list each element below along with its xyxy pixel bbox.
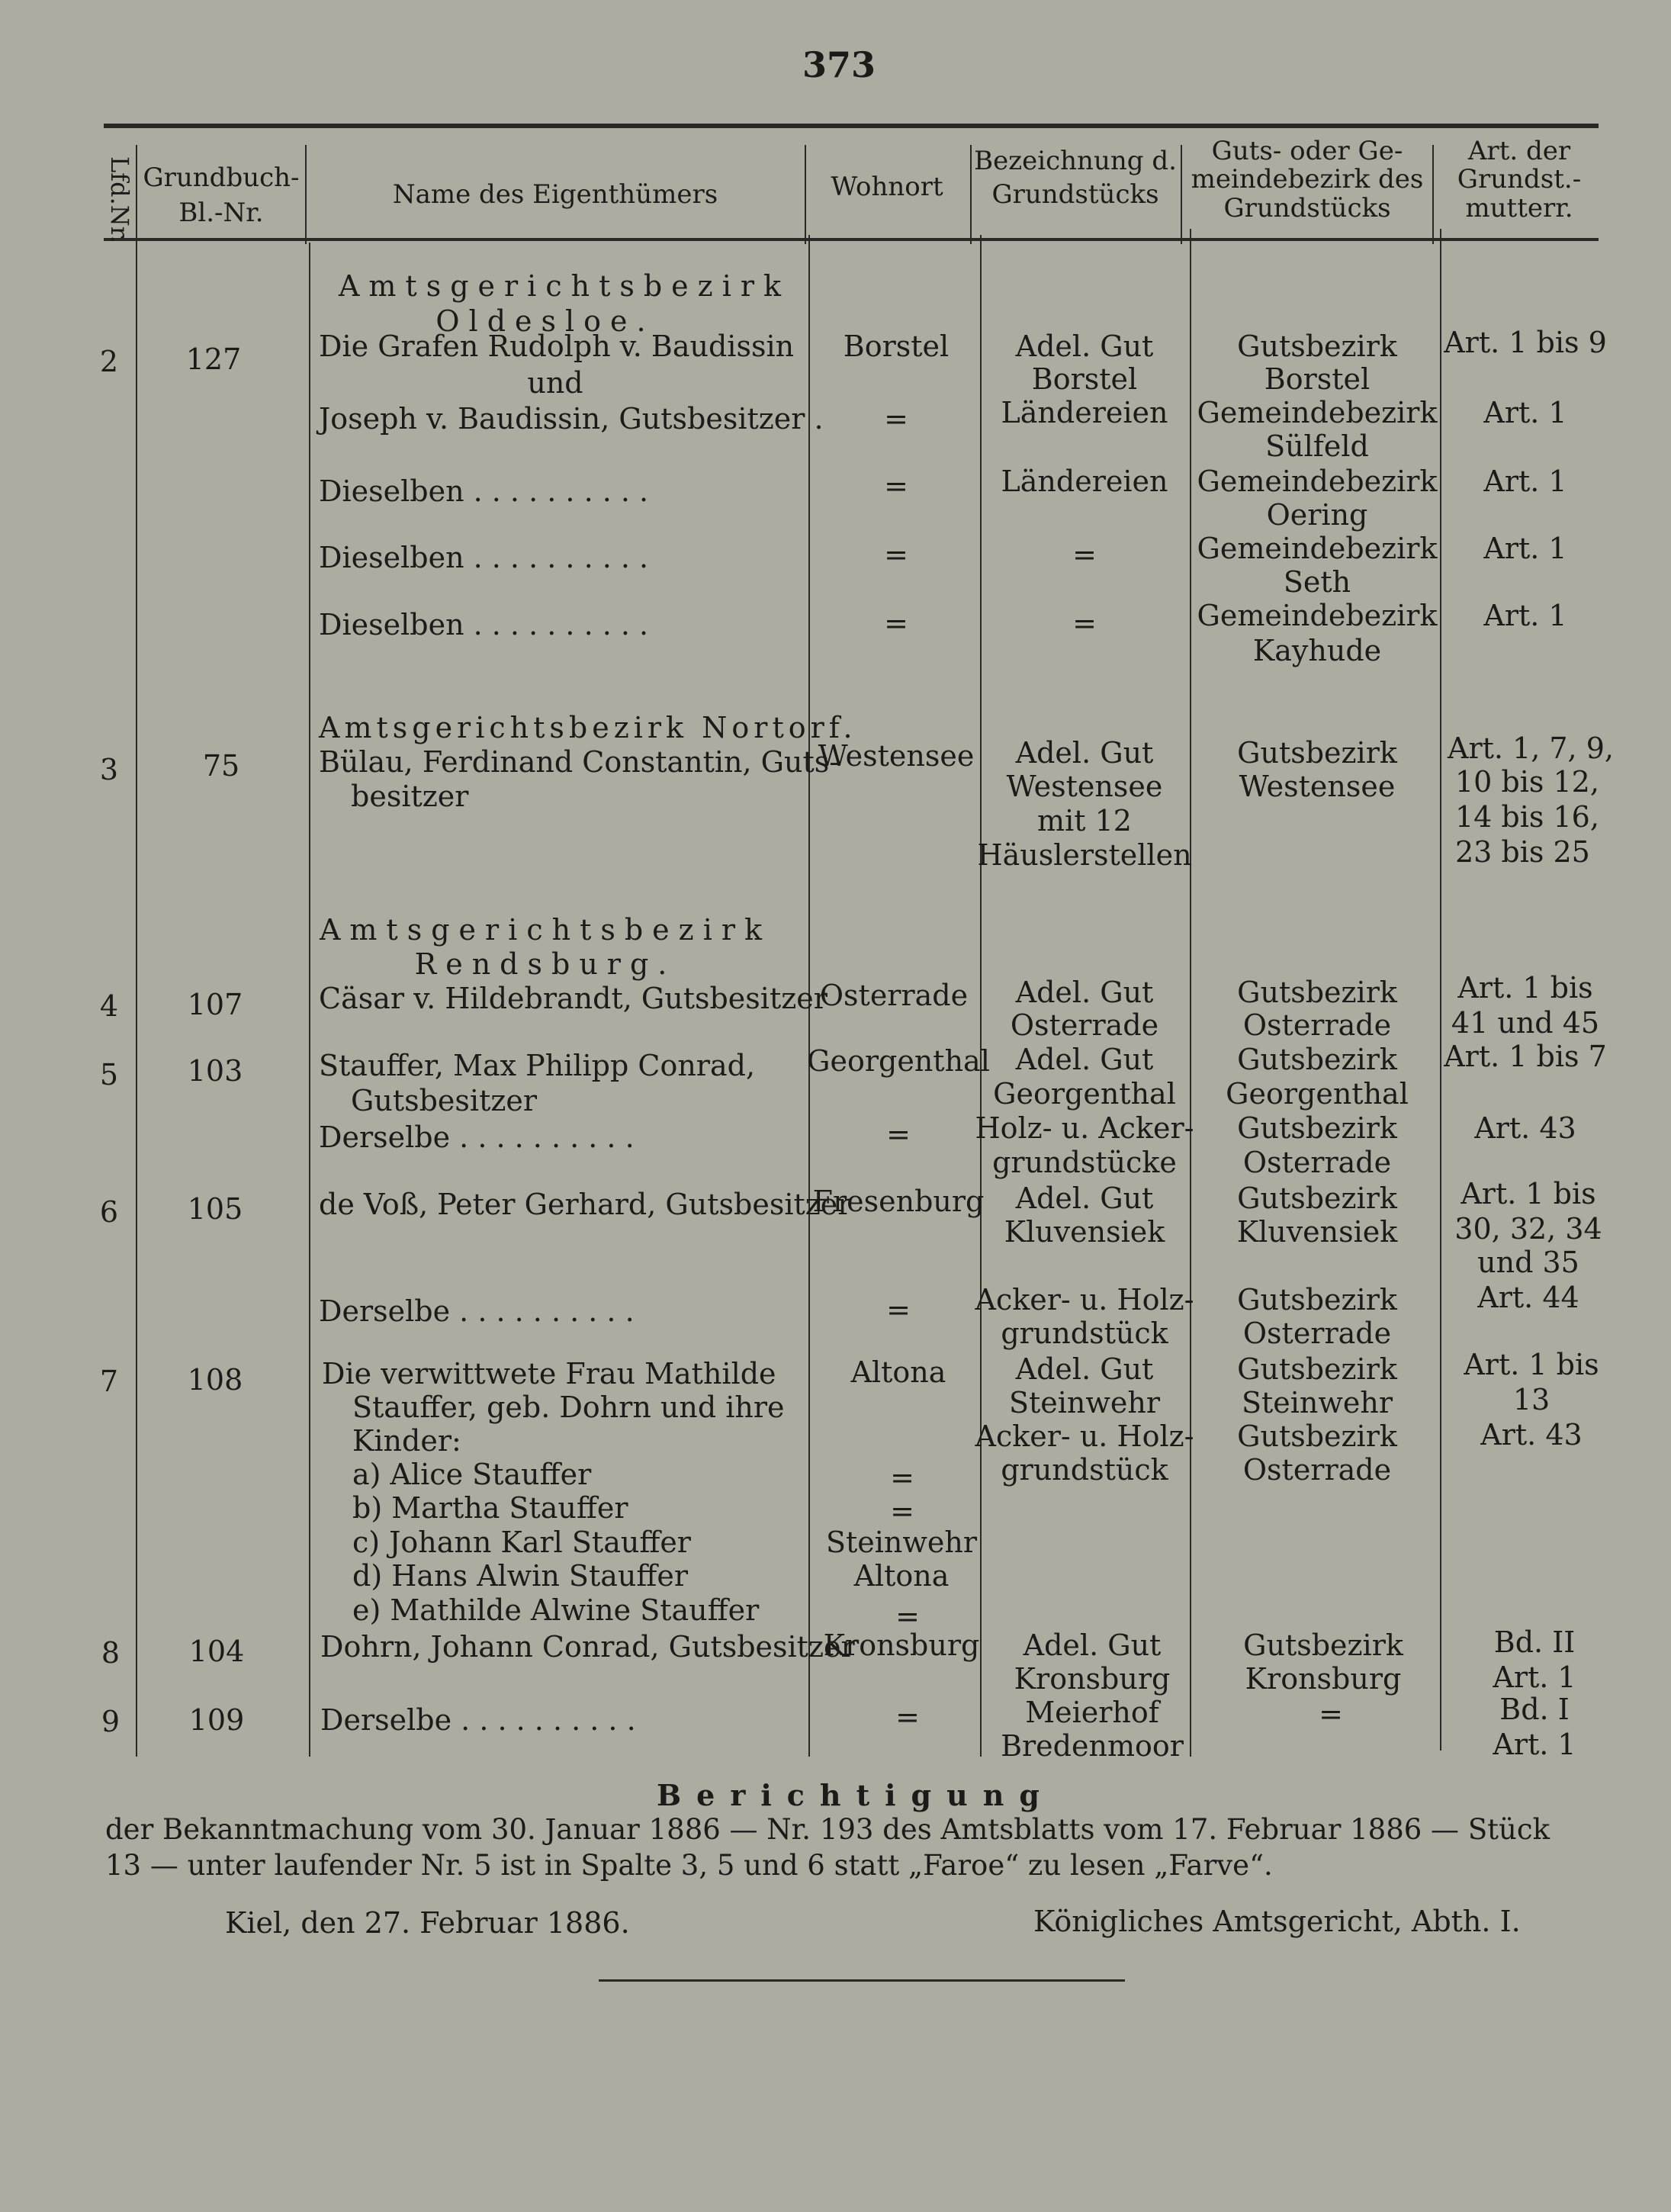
row-art: 23 bis 25 [1455,835,1590,869]
header-lfd-nr: Lfd.Nr. [105,156,134,243]
row-art: 41 und 45 [1451,1006,1600,1040]
row-art: Art. 43 [1480,1418,1583,1452]
row-name: Gutsbesitzer [351,1084,538,1117]
row-name: Stauffer, Max Philipp Conrad, [319,1049,756,1082]
row-art: Art. 1 [1483,599,1567,632]
row-bl: 75 [202,749,240,783]
row-name: Joseph v. Baudissin, Gutsbesitzer . [319,402,824,436]
row-bezirk: Gutsbezirk [1237,1419,1397,1453]
row-bez: Bredenmoor [1001,1729,1184,1763]
header-art-1: Art. der [1467,136,1571,166]
header-bottom-rule [104,238,1599,241]
row-bez: Meierhof [1025,1696,1159,1729]
row-bez: Ländereien [1001,396,1168,429]
row-bl: 105 [187,1192,243,1226]
header-grundbuch-2: Bl.-Nr. [178,198,264,228]
district-heading: Amtsgerichtsbezirk Nortorf. [319,711,857,744]
row-nr: 6 [99,1195,119,1229]
row-name: und [527,366,583,400]
row-name: Dieselben . . . . . . . . . . [319,474,649,508]
col-sep [805,145,806,244]
row-bezirk: Osterrade [1242,1453,1392,1487]
row-name: Dieselben . . . . . . . . . . [319,541,649,574]
row-bezirk: Seth [1283,565,1351,599]
row-bez: grundstücke [992,1146,1177,1179]
row-bezirk: Osterrade [1242,1008,1392,1042]
row-art: Art. 1 bis 7 [1444,1040,1607,1073]
row-bez: Häuslerstellen [977,838,1192,872]
row-wohnort: Kronsburg [823,1628,980,1662]
row-bezirk: Gutsbezirk [1237,1283,1397,1317]
row-art: 14 bis 16, [1455,800,1599,834]
header-name: Name des Eigenthümers [392,179,718,210]
row-bez: grundstück [1001,1453,1168,1487]
page-number: 373 [802,44,876,85]
col-sep [1432,145,1434,244]
row-name: besitzer [351,780,469,813]
row-bl: 104 [188,1635,245,1668]
row-bezirk: Gutsbezirk [1237,1043,1397,1076]
header-bezirk-2: meindebezirk des [1191,164,1424,195]
row-wohnort: Westensee [818,739,975,773]
row-name: Dieselben . . . . . . . . . . [319,608,649,641]
row-art: Bd. II [1493,1625,1576,1659]
col-sep [1190,229,1191,1757]
col-sep [980,235,982,1757]
col-sep [1181,145,1182,244]
row-wohnort: = [895,1600,920,1633]
district-heading: Amtsgerichtsbezirk [319,913,772,947]
header-wohnort: Wohnort [831,172,943,202]
row-bezirk: Steinwehr [1241,1386,1393,1419]
row-art: Art. 1 [1493,1728,1576,1761]
row-nr: 9 [101,1705,121,1738]
row-bezirk: Gutsbezirk [1237,1352,1397,1386]
row-name: Kinder: [352,1424,461,1458]
row-bez: Westensee [1006,770,1163,803]
row-bl: 103 [187,1054,243,1088]
row-art: Art. 1 [1483,532,1567,565]
row-name: a) Alice Stauffer [352,1458,592,1491]
district-heading: Oldesloe. [435,304,655,338]
row-bezirk: Gemeindebezirk [1197,396,1438,429]
row-bez: Holz- u. Acker- [975,1111,1194,1145]
row-art: Art. 1 bis [1464,1348,1599,1381]
row-bez: Acker- u. Holz- [975,1283,1194,1317]
district-heading: Amtsgerichtsbezirk [338,269,791,303]
row-bezirk: Georgenthal [1226,1077,1409,1111]
row-bezirk: Gemeindebezirk [1197,599,1438,632]
row-bezirk: Kayhude [1252,634,1382,667]
row-nr: 4 [99,989,119,1023]
col-sep [1440,229,1441,1751]
row-bl: 107 [187,988,243,1021]
row-bl: 108 [187,1363,243,1397]
row-wohnort: Fresenburg [812,1185,985,1218]
row-art: Art. 1 bis [1457,971,1593,1005]
row-bez: Osterrade [1010,1008,1159,1042]
row-bezirk: Westensee [1239,770,1396,803]
row-wohnort: = [895,1700,920,1734]
row-wohnort: = [884,402,908,436]
row-name: Stauffer, geb. Dohrn und ihre [352,1391,785,1424]
row-bezirk: Sülfeld [1265,429,1369,463]
row-bez: = [1072,606,1097,640]
row-bezirk: Gutsbezirk [1237,1111,1397,1145]
row-art: und 35 [1477,1246,1579,1279]
row-bezirk: Kluvensiek [1236,1215,1398,1249]
row-wohnort: = [884,538,908,571]
court-signature: Königliches Amtsgericht, Abth. I. [1033,1905,1521,1938]
row-art: 30, 32, 34 [1454,1212,1602,1246]
row-bez: Ländereien [1001,465,1168,498]
row-wohnort: = [890,1494,914,1528]
row-name: b) Martha Stauffer [352,1491,628,1525]
header-art-2: Grundst.- [1457,164,1582,195]
row-bezirk: Gutsbezirk [1237,330,1397,363]
row-art: Art. 1 bis 9 [1444,326,1607,359]
row-bez: Adel. Gut [1015,976,1154,1009]
row-art: Art. 44 [1477,1281,1579,1314]
row-name: Cäsar v. Hildebrandt, Gutsbesitzer [319,982,827,1015]
row-bez: Kronsburg [1014,1662,1171,1696]
col-sep [970,145,972,244]
row-name: e) Mathilde Alwine Stauffer [352,1593,760,1627]
row-bezirk: Gutsbezirk [1243,1628,1403,1662]
correction-text: 13 — unter laufender Nr. 5 ist in Spalte 3, 5 und 6 statt „Faroe“ zu lesen „Farve“. [105,1849,1273,1882]
row-bez: grundstück [1001,1317,1168,1350]
row-bl: 127 [185,342,242,376]
row-art: Art. 43 [1474,1111,1576,1145]
row-bez: Borstel [1031,362,1138,396]
table-top-rule [104,124,1599,128]
row-art: Bd. I [1499,1693,1570,1726]
row-bez: Adel. Gut [1023,1628,1162,1662]
row-art: Art. 1 [1483,465,1567,498]
row-name: Derselbe . . . . . . . . . . [319,1294,635,1328]
row-bez: mit 12 [1037,804,1132,838]
row-wohnort: Georgenthal [807,1044,990,1078]
row-art: Art. 1 [1493,1661,1576,1694]
row-name: Dohrn, Johann Conrad, Gutsbesitzer [320,1630,855,1664]
col-sep [309,243,310,1757]
row-wohnort: = [890,1461,914,1494]
district-heading: Rendsburg. [414,947,676,981]
row-name: Derselbe . . . . . . . . . . [319,1120,635,1154]
row-bezirk: Gemeindebezirk [1197,532,1438,565]
row-bezirk: Gutsbezirk [1237,1182,1397,1215]
row-bezirk: Kronsburg [1245,1662,1402,1696]
row-wohnort: Borstel [843,330,950,363]
header-bezeichnung-2: Grundstücks [991,179,1159,210]
row-art: 10 bis 12, [1455,765,1599,799]
row-nr: 8 [101,1636,121,1670]
row-name: Die verwittwete Frau Mathilde [322,1357,776,1391]
footer-rule [599,1979,1125,1982]
row-bezirk: Gemeindebezirk [1197,465,1438,498]
row-bez: Adel. Gut [1015,1182,1154,1215]
row-bezirk: Oering [1266,498,1368,532]
row-bezirk: = [1319,1697,1343,1731]
place-date: Kiel, den 27. Februar 1886. [225,1906,630,1940]
row-name: de Voß, Peter Gerhard, Gutsbesitzer [319,1188,852,1221]
row-nr: 5 [99,1058,119,1092]
col-sep [136,145,137,244]
correction-title: Berichtigung [657,1778,1055,1812]
row-bez: Adel. Gut [1015,330,1154,363]
row-art: 13 [1512,1383,1550,1416]
row-bez: Steinwehr [1008,1386,1161,1419]
row-bez: Kluvensiek [1004,1215,1165,1249]
row-bezirk: Gutsbezirk [1237,976,1397,1009]
row-wohnort: Osterrade [819,979,969,1012]
row-name: c) Johann Karl Stauffer [352,1526,691,1559]
row-art: Art. 1 [1483,396,1567,429]
row-bezirk: Osterrade [1242,1317,1392,1350]
row-name: Die Grafen Rudolph v. Baudissin [319,330,795,363]
row-bezirk: Borstel [1264,362,1371,396]
header-grundbuch-1: Grundbuch- [143,162,300,193]
row-bez: Georgenthal [993,1077,1176,1111]
row-bl: 109 [188,1703,245,1737]
row-name: Derselbe . . . . . . . . . . [320,1703,636,1737]
row-nr: 2 [99,345,119,378]
row-bez: Adel. Gut [1015,1043,1154,1076]
row-wohnort: = [884,606,908,640]
row-name: Bülau, Ferdinand Constantin, Guts- [319,745,840,779]
row-wohnort: Steinwehr [825,1526,978,1559]
row-name: d) Hans Alwin Stauffer [352,1559,688,1593]
row-art: Art. 1 bis [1461,1177,1596,1210]
header-bezirk-3: Grundstücks [1223,193,1391,223]
row-bezirk: Osterrade [1242,1146,1392,1179]
header-bezirk-1: Guts- oder Ge- [1211,136,1403,166]
header-bezeichnung-1: Bezeichnung d. [974,146,1177,176]
row-wohnort: Altona [853,1559,950,1593]
row-bez: Acker- u. Holz- [975,1419,1194,1453]
col-sep [136,243,137,1757]
row-bez: Adel. Gut [1015,1352,1154,1386]
col-sep [305,145,307,244]
row-art: Art. 1, 7, 9, [1448,731,1614,765]
row-wohnort: = [886,1293,911,1326]
row-nr: 3 [99,753,119,786]
header-art-3: mutterr. [1465,193,1573,223]
row-bez: = [1072,538,1097,571]
row-bez: Adel. Gut [1015,736,1154,770]
row-wohnort: = [884,469,908,503]
row-nr: 7 [99,1365,119,1398]
row-bezirk: Gutsbezirk [1237,736,1397,770]
row-wohnort: = [886,1117,911,1151]
row-wohnort: Altona [850,1355,946,1389]
correction-text: der Bekanntmachung vom 30. Januar 1886 — Nr. 193 des Amtsblatts vom 17. Februar 1886 — Stück [105,1813,1550,1846]
